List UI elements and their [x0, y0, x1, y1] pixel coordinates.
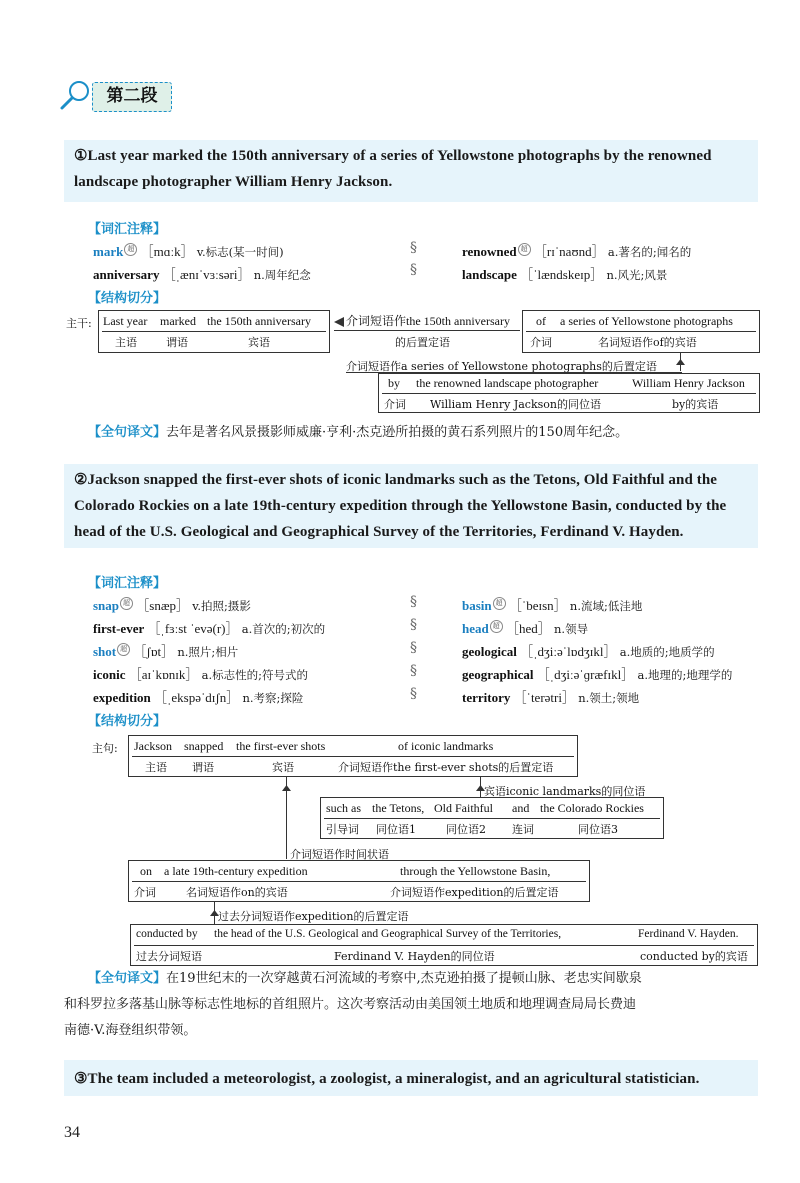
role: 宾语	[248, 336, 270, 349]
role: 介词短语作expedition的后置定语	[390, 886, 559, 899]
appos-3: the Colorado Rockies	[540, 801, 644, 815]
pastp-appositive: the head of the U.S. Geological and Geographical Survey of the Territories,	[214, 928, 562, 940]
vocab-snap: snap 超 ［snæp］ v.拍照;摄影	[93, 598, 251, 613]
arrow-up-icon	[282, 776, 291, 795]
role: 介词	[134, 886, 156, 899]
role: 介词	[384, 398, 406, 411]
key-badge-icon: 超	[493, 597, 506, 610]
role: 连词	[512, 823, 534, 836]
divider-squiggle: §	[410, 686, 417, 702]
role: 主语	[145, 761, 167, 774]
role: Ferdinand V. Hayden的同位语	[334, 950, 495, 963]
vocab-territory: territory ［ˈterətri］ n.领土;领地	[462, 690, 640, 705]
main-label-2: 主句:	[92, 742, 118, 755]
main-verb: marked	[160, 314, 196, 328]
divider-squiggle: §	[410, 617, 417, 633]
pp1-prep: of	[536, 314, 546, 328]
translation-2-line3: 南德·V.海登组织带领。	[64, 1023, 197, 1038]
translation-2-line2: 和科罗拉多落基山脉等标志性地标的首组照片。这次考察活动由美国领土地质和地理调查局局长费迪	[64, 997, 637, 1012]
role: 谓语	[166, 336, 188, 349]
role: 谓语	[192, 761, 214, 774]
adv-prep: on	[140, 864, 152, 878]
pp2-appositive: the renowned landscape photographer	[416, 376, 599, 390]
page-number: 34	[64, 1124, 80, 1141]
role: by的宾语	[672, 398, 719, 411]
role: 同位语3	[578, 823, 618, 836]
underline	[102, 331, 326, 332]
divider-squiggle: §	[410, 594, 417, 610]
vocab-mark: mark 超 ［mɑːk］ v.标志(某一时间)	[93, 244, 284, 259]
vocab-head: head 超 ［hed］ n.领导	[462, 621, 589, 636]
pastp-label: 过去分词短语作expedition的后置定语	[218, 910, 409, 923]
structure-label-1: 【结构切分】	[88, 291, 167, 306]
main-verb: snapped	[184, 739, 224, 753]
key-badge-icon: 超	[117, 643, 130, 656]
key-badge-icon: 超	[490, 620, 503, 633]
arrow-line	[334, 330, 520, 331]
role: William Henry Jackson的同位语	[430, 398, 601, 411]
vocab-anniversary: anniversary ［ˌænɪˈvɜːsəri］ n.周年纪念	[93, 267, 311, 282]
appos-intro: such as	[326, 801, 361, 815]
main-pp: of iconic landmarks	[398, 739, 494, 753]
vocab-basin: basin 超 ［ˈbeɪsn］ n.流域;低洼地	[462, 598, 643, 613]
appos-conj: and	[512, 801, 530, 815]
main-object: the first-ever shots	[236, 739, 326, 753]
role: 同位语1	[376, 823, 416, 836]
vocab-renowned: renowned 超 ［rɪˈnaʊnd］ a.著名的;闻名的	[462, 244, 692, 259]
adv-object: a late 19th-century expedition	[164, 864, 308, 878]
vocab-label-1: 【词汇注释】	[88, 222, 167, 237]
role: 主语	[115, 336, 137, 349]
section-title-text: 第二段	[106, 86, 158, 106]
pp2-object: William Henry Jackson	[632, 376, 745, 390]
main-label: 主干:	[66, 317, 92, 330]
divider-squiggle: §	[410, 663, 417, 679]
underline	[382, 393, 756, 394]
role: 同位语2	[446, 823, 486, 836]
translation-2: 【全句译文】在19世纪末的一次穿越黄石河流域的考察中,杰克逊拍摄了提顿山脉、老忠实间歇泉	[88, 971, 642, 986]
divider-squiggle: §	[410, 640, 417, 656]
key-badge-icon: 超	[120, 597, 133, 610]
underline	[132, 881, 586, 882]
sentence-1: ①Last year marked the 150th anniversary of a series of Yellowstone photographs by the renowned landscape photographer William Henry Jackson.	[74, 148, 712, 190]
vocab-expedition: expedition ［ˌekspəˈdɪʃn］ n.考察;探险	[93, 690, 304, 705]
appos-1: the Tetons,	[372, 801, 425, 815]
appos-label: 宾语iconic landmarks的同位语	[484, 785, 646, 798]
structure-label-2: 【结构切分】	[88, 714, 167, 729]
translation-1: 【全句译文】去年是著名风景摄影师威廉·亨利·杰克逊所拍摄的黄石系列照片的150周年纪念。	[88, 425, 629, 440]
divider-squiggle: §	[410, 262, 417, 278]
role: 宾语	[272, 761, 294, 774]
vocab-first-ever: first-ever ［ˌfɜːst ˈevə(r)］ a.首次的;初次的	[93, 621, 326, 636]
sentence-3: ③The team included a meteorologist, a zoologist, a mineralogist, and an agricultural statistician.	[74, 1071, 700, 1087]
underline	[132, 756, 574, 757]
role: 介词	[530, 336, 552, 349]
appos-2: Old Faithful	[434, 801, 493, 815]
adv-pp: through the Yellowstone Basin,	[400, 864, 551, 878]
pp1-label: 介词短语作the 150th anniversary	[334, 312, 510, 329]
main-object: the 150th anniversary	[207, 314, 311, 328]
underline	[324, 818, 660, 819]
vocab-geological: geological ［ˌdʒiːəˈlɒdʒɪkl］ a.地质的;地质学的	[462, 644, 715, 659]
key-badge-icon: 超	[518, 243, 531, 256]
vocab-shot: shot 超 ［ʃɒt］ n.照片;相片	[93, 644, 239, 659]
role: 介词短语作the first-ever shots的后置定语	[338, 761, 554, 774]
role: 名词短语作of的宾语	[598, 336, 697, 349]
main-subject: Jackson	[134, 739, 172, 753]
section-title	[92, 82, 172, 112]
vocab-landscape: landscape ［ˈlændskeɪp］ n.风光;风景	[462, 267, 668, 282]
underline	[134, 945, 754, 946]
divider-squiggle: §	[410, 240, 417, 256]
vocab-label-2: 【词汇注释】	[88, 576, 167, 591]
role: 引导词	[326, 823, 359, 836]
pp2-prep: by	[388, 376, 400, 390]
main-subject: Last year	[103, 314, 148, 328]
sentence-2: ②Jackson snapped the first-ever shots of iconic landmarks such as the Tetons, Old Faithful and the Colorado Rockies on a late 19th-century expedition through the Yellowstone Basin, conducted by the head of the U.S. Geological and Geographical Survey of the Territories, Ferdinand V. Hayden.	[74, 472, 727, 540]
adv-label: 介词短语作时间状语	[290, 848, 389, 861]
pastp-verb: conducted by	[136, 928, 198, 940]
pastp-object: Ferdinand V. Hayden.	[638, 928, 739, 940]
arrow-up-icon	[676, 350, 685, 369]
underline	[526, 331, 756, 332]
role: conducted by的宾语	[640, 950, 748, 963]
role: 过去分词短语	[136, 950, 202, 963]
pp1-label-2: 的后置定语	[395, 336, 450, 349]
key-badge-icon: 超	[124, 243, 137, 256]
vocab-iconic: iconic ［aɪˈkɒnɪk］ a.标志性的;符号式的	[93, 667, 309, 682]
vocab-geographical: geographical ［ˌdʒiːəˈɡræfɪkl］ a.地理的;地理学的	[462, 667, 733, 682]
pp1-object: a series of Yellowstone photographs	[560, 314, 733, 328]
magnifier-icon	[58, 78, 92, 112]
role: 名词短语作on的宾语	[186, 886, 288, 899]
pp2-label: 介词短语作a series of Yellowstone photographs的后置定语	[346, 360, 657, 373]
